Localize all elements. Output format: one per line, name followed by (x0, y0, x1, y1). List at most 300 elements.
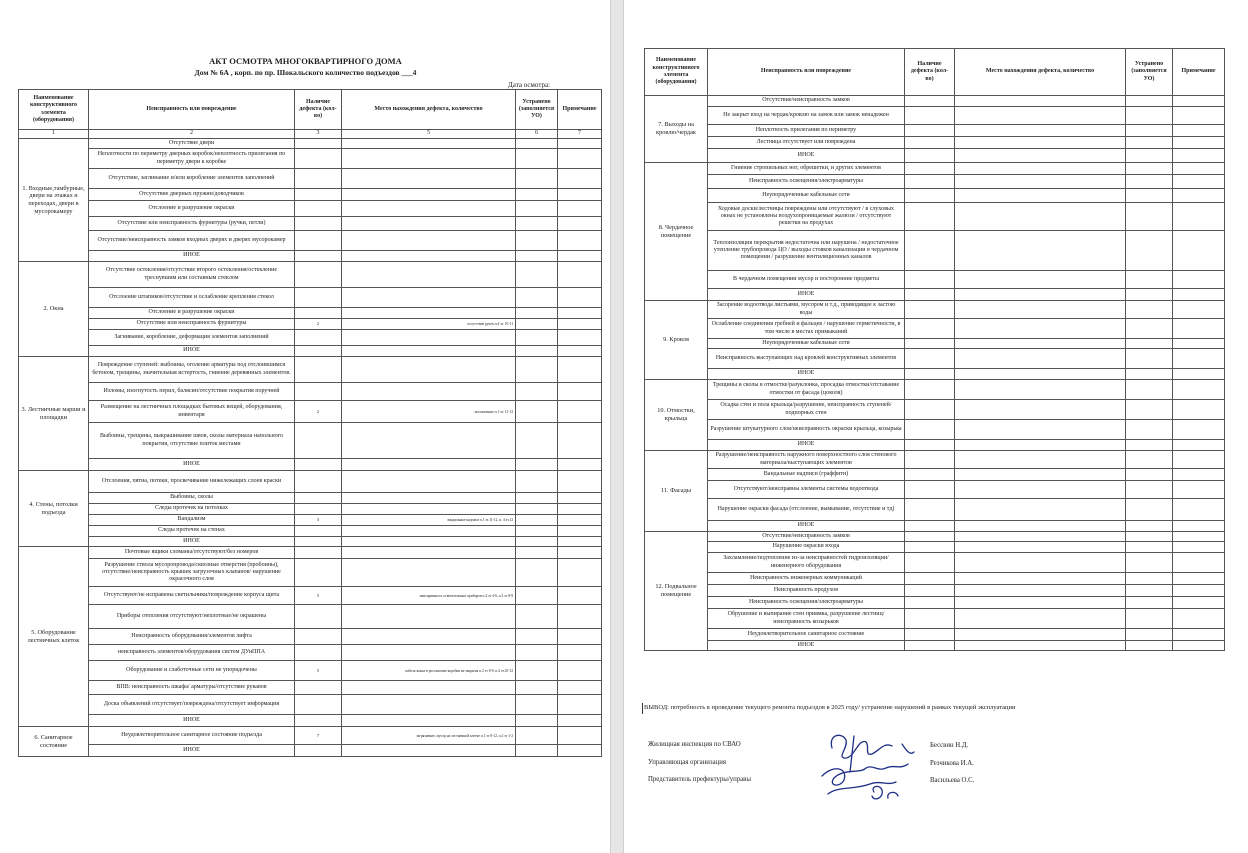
table-row (645, 319, 1225, 339)
defect-cell: ИНОЕ (89, 715, 295, 727)
location-cell (342, 629, 516, 645)
note-cell (558, 139, 602, 149)
defect-cell: Гниение стропильных ног, обрешетки, и других элементов (708, 163, 905, 175)
location-cell (955, 553, 1126, 573)
table-row (19, 645, 602, 661)
note-cell (558, 262, 602, 288)
fixed-cell (1126, 369, 1173, 380)
note-cell (1173, 137, 1225, 149)
fixed-cell (516, 537, 558, 547)
presence-cell (905, 532, 955, 542)
defect-cell: В чердачном помещении мусор и посторонние предметы (708, 271, 905, 289)
note-cell (1173, 597, 1225, 609)
presence-cell (905, 107, 955, 125)
fixed-cell (516, 661, 558, 681)
note-cell (558, 559, 602, 587)
location-cell (342, 681, 516, 695)
signatory-org: Управляющая организация (648, 759, 727, 766)
signatory-org: Жилищная инспекция по СВАО (648, 741, 741, 748)
defect-cell: Неупорядоченные кабельные сети (708, 339, 905, 349)
location-cell (955, 521, 1126, 532)
note-cell (558, 251, 602, 262)
defect-cell: Неудовлетворительное санитарное состояние (708, 629, 905, 641)
note-cell (1173, 420, 1225, 440)
location-cell (342, 330, 516, 346)
fixed-cell (516, 526, 558, 537)
note-cell (558, 537, 602, 547)
presence-cell: 3 (295, 515, 342, 526)
defect-cell: Лестница отсутствует или повреждена (708, 137, 905, 149)
presence-cell (905, 585, 955, 597)
fixed-cell (1126, 420, 1173, 440)
defect-cell: Неисправность инженерных коммуникаций (708, 573, 905, 585)
location-cell (955, 469, 1126, 481)
defect-cell: ИНОЕ (708, 149, 905, 163)
location-cell: загрязнение, мусор на лестничной клетке п.1 эт 8-12, п.2 эт 1-2 (342, 727, 516, 745)
fixed-cell (1126, 163, 1173, 175)
note-cell (1173, 175, 1225, 189)
presence-cell: 2 (295, 401, 342, 423)
table-row (19, 169, 602, 189)
element-name: 2. Окна (19, 262, 89, 357)
fixed-cell (1126, 521, 1173, 532)
presence-cell (295, 288, 342, 308)
presence-cell (295, 605, 342, 629)
presence-cell (295, 149, 342, 169)
note-cell (1173, 96, 1225, 107)
table-row (645, 175, 1225, 189)
presence-cell (905, 339, 955, 349)
fixed-cell (516, 319, 558, 330)
header-element: Наименование конструктивного элемента (оборудования) (19, 90, 89, 130)
presence-cell (905, 175, 955, 189)
element-name: 4. Стены, потолки подъезда (19, 471, 89, 547)
presence-cell (905, 400, 955, 420)
conclusion-text: ВЫВОД: потребность в проведение текущего ремонта подъездов в 2025 году/ устранение нарушений в рамках текущей эксплуатации (644, 704, 1016, 711)
presence-cell (295, 383, 342, 401)
table-row (645, 499, 1225, 521)
fixed-cell (516, 357, 558, 383)
defect-cell: Отслоение штапиков/отсутствие и ослабление крепления стекол (89, 288, 295, 308)
fixed-cell (1126, 609, 1173, 629)
presence-cell (905, 641, 955, 651)
presence-cell (905, 289, 955, 301)
location-cell (342, 605, 516, 629)
defect-cell: Почтовые ящики сломаны/отсутствуют/без номеров (89, 547, 295, 559)
location-cell (955, 339, 1126, 349)
defect-cell: Отсутствие/неисправность замков (708, 96, 905, 107)
defect-cell: Ходовые доски/лестницы повреждены или отсутствуют / в слуховых окнах не установлены воздухопроницаемые жалюзи / отсутствуют решетки на продухах (708, 203, 905, 231)
table-row (19, 727, 602, 745)
presence-cell (905, 573, 955, 585)
defect-cell: Отсутствие остекления/отсутствие второго остекления/остекление треснувшим или составным стеклом (89, 262, 295, 288)
defect-cell: Неисправность освещения/электроарматуры (708, 175, 905, 189)
fixed-cell (516, 149, 558, 169)
presence-cell (295, 745, 342, 757)
presence-cell (295, 526, 342, 537)
defect-cell: Доска объявлений отсутствует/повреждена/отсутствует информация (89, 695, 295, 715)
defect-cell: Следы протечек на стенах (89, 526, 295, 537)
note-cell (558, 459, 602, 471)
location-cell (342, 217, 516, 231)
defect-cell: Теплоизоляция перекрытия недостаточна или нарушена / недостаточное утепление трубопровода ЦО / выходы стояков канализации в чердачном помещении / разрушение вентиляционных каналов (708, 231, 905, 271)
location-cell (342, 504, 516, 515)
defect-cell: Изломы, изогнутость перил, балясин/отсутствие покрытия поручней (89, 383, 295, 401)
note-cell (1173, 542, 1225, 553)
note-cell (558, 515, 602, 526)
presence-cell (295, 330, 342, 346)
table-row (645, 107, 1225, 125)
location-cell (342, 423, 516, 459)
defect-cell: Неисправность продухов (708, 585, 905, 597)
table-row (645, 271, 1225, 289)
location-cell (342, 547, 516, 559)
presence-cell (295, 504, 342, 515)
fixed-cell (1126, 481, 1173, 499)
table-row (645, 451, 1225, 469)
defect-cell: Неплотность прилегания по периметру (708, 125, 905, 137)
table-row (645, 400, 1225, 420)
location-cell (342, 201, 516, 217)
defect-cell: Оборудование и слаботочные сети не упорядочены (89, 661, 295, 681)
fixed-cell (516, 645, 558, 661)
table-row (19, 695, 602, 715)
presence-cell (905, 451, 955, 469)
presence-cell (905, 629, 955, 641)
note-cell (558, 189, 602, 201)
location-cell (342, 459, 516, 471)
location-cell (342, 715, 516, 727)
note-cell (558, 319, 602, 330)
column-number: 5 (342, 130, 516, 139)
note-cell (1173, 231, 1225, 271)
presence-cell (905, 96, 955, 107)
defect-cell: Загнивание, коробление, деформация элементов заполнений (89, 330, 295, 346)
location-cell (342, 745, 516, 757)
fixed-cell (1126, 231, 1173, 271)
note-cell (558, 695, 602, 715)
note-cell (558, 149, 602, 169)
element-name: 5. Оборудование лестничных клеток (19, 547, 89, 727)
signatory-name: Васильева О.С. (930, 777, 975, 784)
presence-cell (905, 301, 955, 319)
location-cell: вандальные надписи п.1 эт.11-12, п. 4 эт.12 (342, 515, 516, 526)
presence-cell (295, 346, 342, 357)
fixed-cell (1126, 289, 1173, 301)
table-row (19, 629, 602, 645)
defect-cell: Отслоения, пятна, потеки, просвечивание нижележащих слоев краски (89, 471, 295, 493)
table-header-row (645, 49, 1225, 96)
signatory-org: Представитель префектуры/управы (648, 776, 751, 783)
column-number: 6 (516, 130, 558, 139)
fixed-cell (1126, 137, 1173, 149)
table-row (19, 537, 602, 547)
defect-cell: Отсутствие двери (89, 139, 295, 149)
note-cell (1173, 609, 1225, 629)
fixed-cell (516, 745, 558, 757)
presence-cell (295, 695, 342, 715)
presence-cell (905, 481, 955, 499)
location-cell (955, 585, 1126, 597)
note-cell (1173, 400, 1225, 420)
presence-cell (295, 262, 342, 288)
location-cell (955, 400, 1126, 420)
table-row (645, 301, 1225, 319)
location-cell (342, 537, 516, 547)
element-name: 3. Лестничные марши и площадки (19, 357, 89, 471)
location-cell (955, 107, 1126, 125)
presence-cell (295, 559, 342, 587)
location-cell (955, 349, 1126, 369)
location-cell (955, 231, 1126, 271)
note-cell (558, 645, 602, 661)
fixed-cell (516, 559, 558, 587)
fixed-cell (516, 383, 558, 401)
header-presence: Наличие дефекта (кол-во) (905, 49, 955, 96)
fixed-cell (516, 401, 558, 423)
note-cell (1173, 573, 1225, 585)
presence-cell (905, 380, 955, 400)
location-cell (955, 542, 1126, 553)
defect-cell: Повреждение ступеней: выбоины, оголение арматуры под отслоившимся бетоном, трещины, значительная истертость, гниение деревянных элементов. (89, 357, 295, 383)
defect-cell: Отсутствие/неисправность замков (708, 532, 905, 542)
presence-cell (295, 231, 342, 251)
note-cell (1173, 301, 1225, 319)
defect-cell: Неисправность выступающих над кровлей конструктивных элементов (708, 349, 905, 369)
defect-cell: Отсутствуют/неисправны элементы системы водоотвода (708, 481, 905, 499)
note-cell (558, 526, 602, 537)
fixed-cell (1126, 339, 1173, 349)
fixed-cell (1126, 175, 1173, 189)
defect-cell: Обрушение и выпирание стен приямка, разрушение лестниц/неисправность козырьков (708, 609, 905, 629)
defect-cell: Не закрыт вход на чердак/кровлю на замок или замок ненадежен (708, 107, 905, 125)
location-cell (342, 149, 516, 169)
fixed-cell (516, 262, 558, 288)
element-name: 8. Чердачное помещение (645, 163, 708, 301)
location-cell (342, 471, 516, 493)
table-row (645, 125, 1225, 137)
signatory-name: Бессвин Н.Д. (930, 742, 969, 749)
location-cell (955, 380, 1126, 400)
presence-cell (295, 423, 342, 459)
presence-cell (295, 645, 342, 661)
act-title: АКТ ОСМОТРА МНОГОКВАРТИРНОГО ДОМА (209, 56, 402, 66)
presence-cell (295, 217, 342, 231)
table-row (19, 493, 602, 504)
header-defect: Неисправность или повреждение (708, 49, 905, 96)
note-cell (1173, 349, 1225, 369)
note-cell (558, 745, 602, 757)
fixed-cell (1126, 125, 1173, 137)
fixed-cell (516, 471, 558, 493)
location-cell (955, 96, 1126, 107)
header-location: Место нахождения дефекта, количество (342, 90, 516, 130)
column-number: 1 (19, 130, 89, 139)
defect-cell: ИНОЕ (708, 440, 905, 451)
defect-cell: Вандализм (89, 515, 295, 526)
element-name: 7. Выходы на кровлю/чердак (645, 96, 708, 163)
presence-cell (905, 609, 955, 629)
location-cell (342, 346, 516, 357)
note-cell (1173, 532, 1225, 542)
fixed-cell (1126, 542, 1173, 553)
presence-cell (905, 163, 955, 175)
fixed-cell (1126, 440, 1173, 451)
location-cell (342, 288, 516, 308)
defect-cell: Следы протечек на потолках (89, 504, 295, 515)
fixed-cell (1126, 189, 1173, 203)
presence-cell (905, 469, 955, 481)
fixed-cell (516, 493, 558, 504)
note-cell (558, 423, 602, 459)
table-row (19, 189, 602, 201)
fixed-cell (516, 231, 558, 251)
location-cell (955, 597, 1126, 609)
house-address: Дом № 6А , корп. по пр. Шокальского количество подъездов ___4 (194, 68, 417, 77)
signatory-name: Резчикова И.А. (930, 760, 974, 767)
table-row (645, 553, 1225, 573)
location-cell (342, 251, 516, 262)
note-cell (1173, 125, 1225, 137)
table-header-row (19, 90, 602, 130)
table-row (19, 745, 602, 757)
inspection-table-left (18, 89, 602, 757)
defect-cell: ИНОЕ (708, 641, 905, 651)
presence-cell (295, 459, 342, 471)
table-row (645, 137, 1225, 149)
fixed-cell (1126, 107, 1173, 125)
fixed-cell (516, 681, 558, 695)
location-cell (955, 440, 1126, 451)
header-defect: Неисправность или повреждение (89, 90, 295, 130)
fixed-cell (516, 605, 558, 629)
table-row (645, 369, 1225, 380)
location-cell (955, 319, 1126, 339)
header-note: Примечание (1173, 49, 1225, 96)
fixed-cell (1126, 532, 1173, 542)
table-row (645, 339, 1225, 349)
location-cell (342, 493, 516, 504)
header-note: Примечание (558, 90, 602, 130)
presence-cell (905, 521, 955, 532)
table-row (645, 532, 1225, 542)
presence-cell (905, 597, 955, 609)
table-row (19, 559, 602, 587)
fixed-cell (516, 169, 558, 189)
defect-cell: неисправность элементов/оборудования систем ДУиППА (89, 645, 295, 661)
fixed-cell (516, 217, 558, 231)
note-cell (558, 346, 602, 357)
location-cell (955, 149, 1126, 163)
location-cell (955, 163, 1126, 175)
location-cell (342, 169, 516, 189)
fixed-cell (1126, 597, 1173, 609)
defect-cell: Засорение водоотвода листьями, мусором и т.д., приводящее к застою воды (708, 301, 905, 319)
note-cell (558, 169, 602, 189)
location-cell (955, 189, 1126, 203)
fixed-cell (516, 139, 558, 149)
defect-cell: Разрушение ствола мусоропровода/сквозные отверстия (пробоины), отсутствие/неисправность крышек загрузочных клапанов/ нарушение окрасочного слоя (89, 559, 295, 587)
table-row (645, 573, 1225, 585)
table-row (645, 96, 1225, 107)
presence-cell (295, 493, 342, 504)
header-presence: Наличие дефекта (кол-во) (295, 90, 342, 130)
table-row (19, 217, 602, 231)
fixed-cell (1126, 469, 1173, 481)
table-row (19, 201, 602, 217)
note-cell (558, 629, 602, 645)
table-row (645, 380, 1225, 400)
fixed-cell (1126, 585, 1173, 597)
table-row (19, 231, 602, 251)
fixed-cell (1126, 319, 1173, 339)
note-cell (558, 587, 602, 605)
note-cell (1173, 339, 1225, 349)
table-row (645, 163, 1225, 175)
note-cell (1173, 481, 1225, 499)
header-element: Наименование конструктивного элемента (оборудования) (645, 49, 708, 96)
location-cell (955, 420, 1126, 440)
presence-cell (295, 308, 342, 319)
defect-cell: Неупорядоченные кабельные сети (708, 189, 905, 203)
note-cell (558, 715, 602, 727)
defect-cell: ИНОЕ (708, 521, 905, 532)
location-cell (342, 231, 516, 251)
fixed-cell (516, 629, 558, 645)
table-row (645, 641, 1225, 651)
note-cell (1173, 203, 1225, 231)
location-cell (955, 137, 1126, 149)
defect-cell: ИНОЕ (89, 346, 295, 357)
fixed-cell (1126, 301, 1173, 319)
fixed-cell (1126, 349, 1173, 369)
note-cell (558, 357, 602, 383)
note-cell (558, 231, 602, 251)
column-number-row (19, 130, 602, 139)
location-cell: кабель-канал в россыпочке коробки не закрыты п.2 эт 8-9, п.4 эт.10-12 (342, 661, 516, 681)
table-row (19, 547, 602, 559)
note-cell (1173, 440, 1225, 451)
fixed-cell (516, 715, 558, 727)
presence-cell: 5 (295, 587, 342, 605)
fixed-cell (1126, 380, 1173, 400)
location-cell: отсутствие ручек п.4 эт. 10-11 (342, 319, 516, 330)
location-cell (955, 289, 1126, 301)
fixed-cell (516, 251, 558, 262)
fixed-cell (516, 201, 558, 217)
column-number: 7 (558, 130, 602, 139)
fixed-cell (516, 547, 558, 559)
defect-cell: Отсутствие, заглинание и/или коробление элементов заполнений (89, 169, 295, 189)
table-row (19, 139, 602, 149)
table-row (645, 629, 1225, 641)
location-cell: захламление п.1 эт. 11-12 (342, 401, 516, 423)
note-cell (1173, 319, 1225, 339)
note-cell (1173, 641, 1225, 651)
defect-cell: Нарушение окраски фасада (отслоение, вымывание, отсутствие и тд) (708, 499, 905, 521)
presence-cell (295, 169, 342, 189)
location-cell (955, 609, 1126, 629)
location-cell (342, 645, 516, 661)
note-cell (558, 493, 602, 504)
table-row (19, 504, 602, 515)
presence-cell (295, 357, 342, 383)
table-row (19, 661, 602, 681)
defect-cell: ВПВ: неисправность шкафа/ арматуры/отсутствие рукавов (89, 681, 295, 695)
presence-cell (905, 553, 955, 573)
table-row (645, 481, 1225, 499)
note-cell (558, 727, 602, 745)
